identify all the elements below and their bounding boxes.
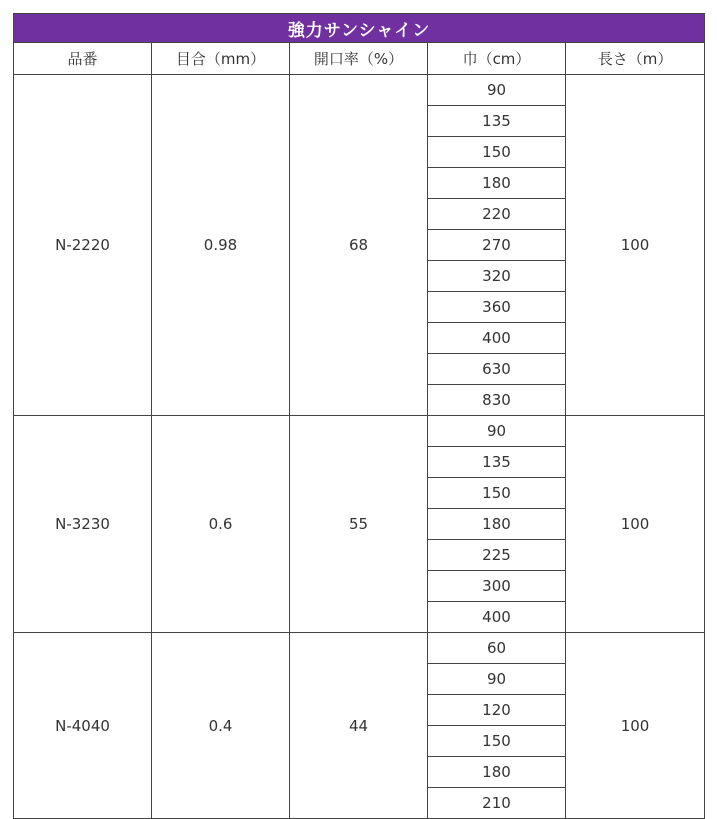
header-mesh: 目合（mm） xyxy=(152,43,290,75)
table-body xyxy=(14,14,705,819)
product-no-cell: N-2220 xyxy=(14,75,152,416)
header-opening-rate: 開口率（%） xyxy=(290,43,428,75)
width-cell: 150 xyxy=(428,137,566,168)
width-cell: 90 xyxy=(428,416,566,447)
width-cell: 225 xyxy=(428,540,566,571)
width-cell: 180 xyxy=(428,168,566,199)
title-row xyxy=(14,14,705,43)
width-cell: 150 xyxy=(428,478,566,509)
product-no-cell: N-3230 xyxy=(14,416,152,633)
width-cell: 135 xyxy=(428,447,566,478)
width-cell: 150 xyxy=(428,726,566,757)
width-cell: 400 xyxy=(428,602,566,633)
width-cell: 400 xyxy=(428,323,566,354)
width-cell: 830 xyxy=(428,385,566,416)
mesh-cell: 0.98 xyxy=(152,75,290,416)
width-cell: 630 xyxy=(428,354,566,385)
width-cell: 220 xyxy=(428,199,566,230)
table-row xyxy=(14,75,705,106)
width-cell: 60 xyxy=(428,633,566,664)
opening-rate-cell: 68 xyxy=(290,75,428,416)
width-cell: 135 xyxy=(428,106,566,137)
width-cell: 90 xyxy=(428,664,566,695)
length-cell: 100 xyxy=(566,416,705,633)
width-cell: 90 xyxy=(428,75,566,106)
width-cell: 180 xyxy=(428,757,566,788)
table-title: 強力サンシャイン xyxy=(14,14,705,43)
length-cell: 100 xyxy=(566,633,705,819)
header-row xyxy=(14,43,705,75)
length-cell: 100 xyxy=(566,75,705,416)
spec-table xyxy=(13,13,705,819)
opening-rate-cell: 55 xyxy=(290,416,428,633)
width-cell: 320 xyxy=(428,261,566,292)
header-length: 長さ（m） xyxy=(566,43,705,75)
width-cell: 300 xyxy=(428,571,566,602)
width-cell: 180 xyxy=(428,509,566,540)
mesh-cell: 0.4 xyxy=(152,633,290,819)
header-width: 巾（cm） xyxy=(428,43,566,75)
table-row xyxy=(14,416,705,447)
header-product-no: 品番 xyxy=(14,43,152,75)
width-cell: 270 xyxy=(428,230,566,261)
width-cell: 210 xyxy=(428,788,566,819)
width-cell: 120 xyxy=(428,695,566,726)
opening-rate-cell: 44 xyxy=(290,633,428,819)
product-no-cell: N-4040 xyxy=(14,633,152,819)
table-row xyxy=(14,633,705,664)
mesh-cell: 0.6 xyxy=(152,416,290,633)
width-cell: 360 xyxy=(428,292,566,323)
